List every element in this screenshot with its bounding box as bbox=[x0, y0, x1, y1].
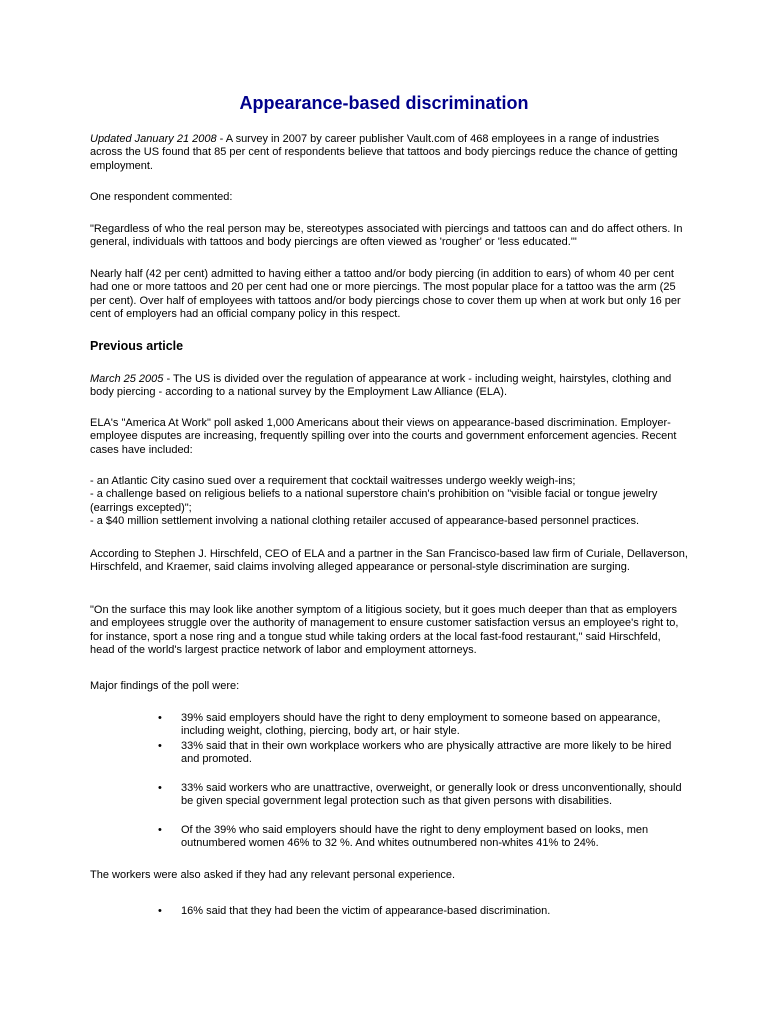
cases-list bbox=[90, 475, 688, 529]
respondent-quote: "Regardless of who the real person may be, stereotypes associated with piercings and tattoos can and do affect others. In general, individuals with tattoos and body piercings are often viewed as 'rougher' or 'less educated.'" bbox=[90, 223, 683, 249]
update-paragraph bbox=[90, 133, 688, 173]
bullet-icon: • bbox=[158, 740, 162, 752]
bullet-icon: • bbox=[158, 905, 162, 917]
march-text: - The US is divided over the regulation of appearance at work - including weight, hairstyles, clothing and body piercing - according to a national survey by the Employment Law Alliance (ELA). bbox=[90, 373, 672, 399]
previous-article-heading: Previous article bbox=[90, 339, 184, 353]
finding-item: 39% said employers should have the right to deny employment to someone based on appearance, including weight, clothing, piercing, body art, or hair style. bbox=[181, 712, 661, 738]
hirschfeld-intro-paragraph: According to Stephen J. Hirschfeld, CEO of ELA and a partner in the San Francisco-based law firm of Curiale, Dellaverson, Hirschfeld, and Kraemer, said claims involving alleged appearance or personal-style discrimination are surging. bbox=[90, 548, 688, 574]
bullet-icon: • bbox=[158, 712, 162, 724]
bullet-icon: • bbox=[158, 824, 162, 836]
finding-item: 33% said workers who are unattractive, overweight, or generally look or dress unconventionally, should be given special government legal protection such as that given persons with disabilities. bbox=[181, 782, 682, 808]
bullet-icon: • bbox=[158, 782, 162, 794]
march-paragraph bbox=[90, 373, 688, 400]
case-item: - an Atlantic City casino sued over a requirement that cocktail waitresses undergo weekly weigh-ins; bbox=[90, 475, 576, 487]
hirschfeld-quote-paragraph: "On the surface this may look like another symptom of a litigious society, but it goes much deeper than that as employers and employees struggle over the authority of management to ensure customer satisfaction versus an employee's right to, for instance, sport a nose ring and a tongue stud while taking orders at the local fast-food restaurant," said Hirschfeld, head of the world's largest practice network of labor and employment attorneys. bbox=[90, 604, 679, 657]
update-text: - A survey in 2007 by career publisher Vault.com of 468 employees in a range of industries across the US found that 85 per cent of respondents believe that tattoos and body piercings reduce the chance of getting employment. bbox=[90, 133, 678, 172]
findings-intro: Major findings of the poll were: bbox=[90, 680, 240, 692]
finding-item: Of the 39% who said employers should have the right to deny employment based on looks, men outnumbered women 46% to 32 %. And whites outnumbered non-whites 41% to 24%. bbox=[181, 824, 649, 850]
survey-findings-paragraph: Nearly half (42 per cent) admitted to having either a tattoo and/or body piercing (in addition to ears) of whom 40 per cent had one or more tattoos and 20 per cent had one or more piercings. The most popular place for a tattoo was the arm (25 per cent). Over half of employees with tattoos and/or body piercings chose to cover them up when at work but only 16 per cent of employers had an official company policy in this respect. bbox=[90, 268, 681, 321]
march-date: March 25 2005 bbox=[90, 373, 164, 385]
respondent-intro: One respondent commented: bbox=[90, 191, 233, 203]
update-date: Updated January 21 2008 bbox=[90, 133, 217, 145]
ela-poll-paragraph: ELA's "America At Work" poll asked 1,000 Americans about their views on appearance-based discrimination. Employer-employee disputes are increasing, frequently spilling over into the courts and government enforcement agencies. Recent cases have included: bbox=[90, 417, 677, 456]
finding-item: 33% said that in their own workplace workers who are physically attractive are more likely to be hired and promoted. bbox=[181, 740, 672, 766]
experience-item: 16% said that they had been the victim of appearance-based discrimination. bbox=[181, 905, 551, 917]
case-item: - a $40 million settlement involving a national clothing retailer accused of appearance-based personnel practices. bbox=[90, 515, 640, 528]
page-title: Appearance-based discrimination bbox=[239, 93, 529, 113]
experience-intro: The workers were also asked if they had any relevant personal experience. bbox=[90, 869, 456, 881]
case-item: - a challenge based on religious beliefs to a national superstore chain's prohibition on "visible facial or tongue jewelry (earrings excepted)"; bbox=[90, 488, 658, 514]
